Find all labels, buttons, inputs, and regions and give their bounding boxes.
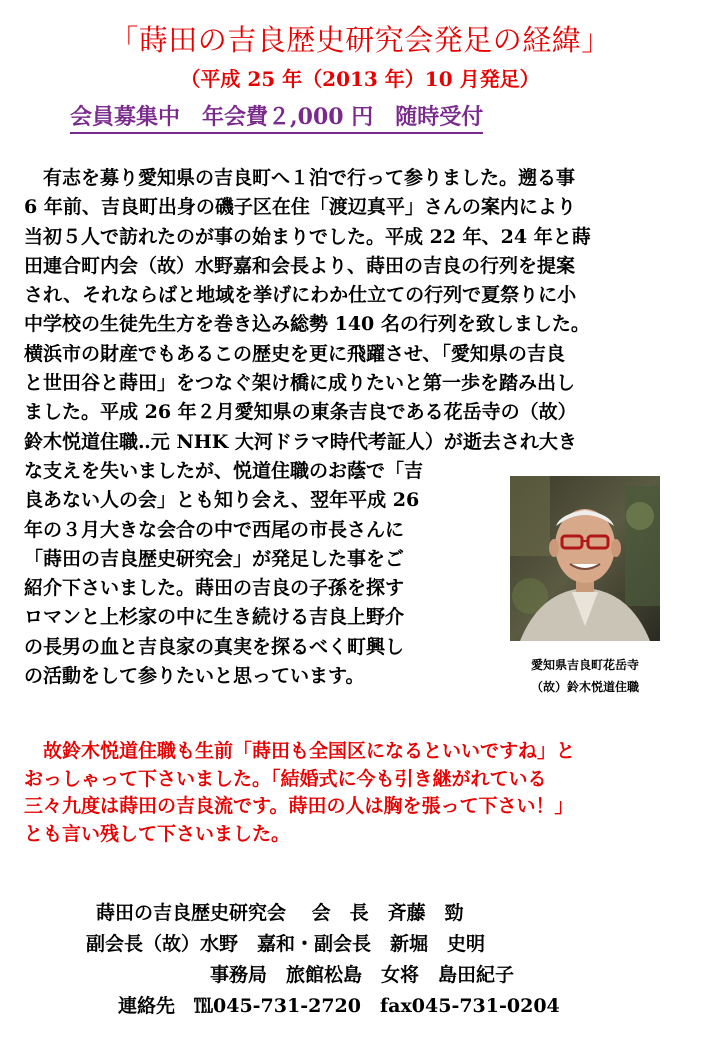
- body-line: 有志を募り愛知県の吉良町へ１泊で行って参りました。遡る事: [24, 167, 576, 189]
- quote-line: 三々九度は蒔田の吉良流です。蒔田の人は胸を張って下さい！」: [24, 795, 574, 818]
- quote-line: 故鈴木悦道住職も生前「蒔田も全国区になるといいですね」と: [24, 740, 576, 762]
- secretariat-line: 事務局 旅館松島 女将 島田紀子: [210, 964, 515, 986]
- caption-line: （故）鈴木悦道住職: [530, 680, 639, 694]
- photo-caption: [500, 654, 670, 698]
- body-line: され、それならばと地域を挙げにわか仕立ての行列で夏祭りに小: [24, 284, 577, 307]
- quote-paragraph: [24, 738, 704, 848]
- portrait-illustration: [510, 476, 660, 641]
- contact-footer: [0, 898, 720, 1022]
- contact-line: 連絡先 ℡045-731-2720 fax045-731-0204: [118, 995, 560, 1017]
- body-line: 紹介下さいました。蒔田の吉良の子孫を探す: [24, 577, 405, 600]
- body-line: 中学校の生徒先生方を巻き込み総勢 140 名の行列を致しました。: [24, 313, 590, 336]
- body-line: の長男の血と吉良家の真実を探るべく町興し: [24, 635, 405, 658]
- body-line: ロマンと上杉家の中に生き続ける吉良上野介: [24, 606, 405, 629]
- body-line: 横浜市の財産でもあるこの歴史を更に飛躍させ、「愛知県の吉良: [24, 342, 565, 365]
- body-line: な支えを失いましたが、悦道住職のお蔭で「吉: [24, 459, 424, 482]
- quote-line: とも言い残して下さいました。: [24, 822, 291, 845]
- caption-line: 愛知県吉良町花岳寺: [530, 658, 639, 672]
- page-title: 「蒔田の吉良歴史研究会発足の経緯」: [109, 23, 611, 57]
- body-line: 「蒔田の吉良歴史研究会」が発足した事をご: [24, 547, 405, 570]
- member-recruitment-notice: 会員募集中 年会費２,000 円 随時受付: [70, 102, 483, 134]
- body-line: の活動をして参りたいと思っています。: [24, 665, 365, 688]
- body-line: 当初５人で訪れたのが事の始まりでした。平成 22 年、24 年と蒔: [24, 225, 591, 248]
- body-line: 年の３月大きな会合の中で西尾の市長さんに: [24, 518, 405, 541]
- org-chair-line: 蒔田の吉良歴史研究会 会 長 斉藤 勁: [96, 902, 464, 924]
- body-line: と世田谷と蒔田」をつなぐ架け橋に成りたいと第一歩を踏み出し: [24, 372, 576, 395]
- body-line: 6 年前、吉良町出身の磯子区在住「渡辺真平」さんの案内により: [24, 196, 576, 219]
- body-line: ました。平成 26 年２月愛知県の東条吉良である花岳寺の（故）: [24, 401, 577, 424]
- vice-chair-line: 副会長（故）水野 嘉和・副会長 新堀 史明: [86, 933, 486, 955]
- body-line: 良あない人の会」とも知り会え、翌年平成 26: [24, 489, 420, 512]
- portrait-photo: [510, 476, 660, 641]
- body-line: 田連合町内会（故）水野嘉和会長より、蒔田の吉良の行列を提案: [24, 254, 576, 277]
- founding-date: （平成 25 年（2013 年）10 月発足）: [180, 67, 540, 91]
- body-line: 鈴木悦道住職‥元 NHK 大河ドラマ時代考証人）が逝去され大き: [24, 430, 577, 453]
- quote-line: おっしゃって下さいました。「結婚式に今も引き継がれている: [24, 767, 547, 790]
